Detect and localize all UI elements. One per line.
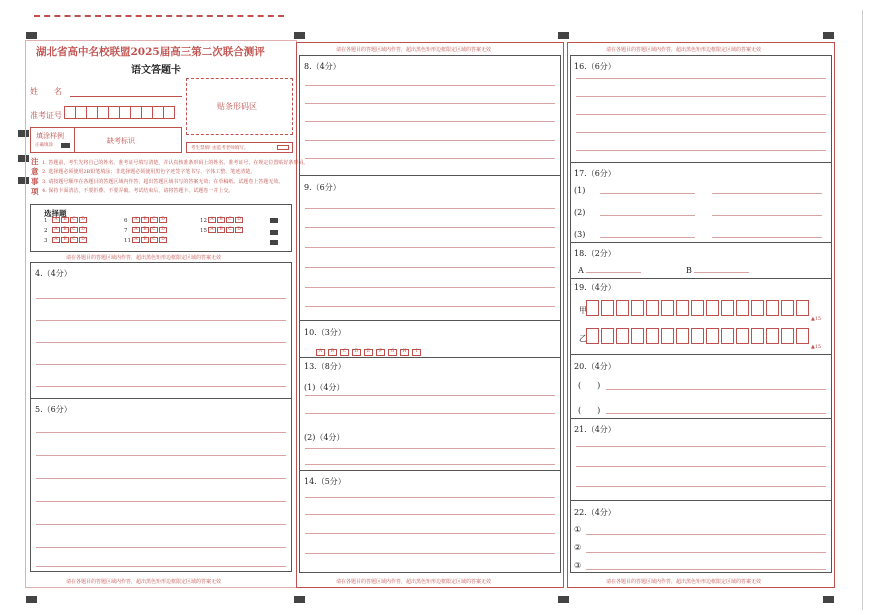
choice-option-bubble[interactable]: A [132,237,140,243]
q19-grid-yi[interactable] [586,328,811,348]
writing-line[interactable] [305,413,555,414]
writing-line[interactable] [576,114,826,115]
character-cell[interactable] [661,328,674,344]
alignment-mark [823,596,834,603]
choice-option-bubble[interactable]: C [150,217,158,223]
character-cell[interactable] [601,300,614,316]
q13-1-label: (1)（4分） [304,383,345,392]
note-1: 1. 答题前，考生先将自己的姓名、准考证号填写清楚，并认真核准条形码上的姓名、准考证号，在规定位置贴好条形码。 [42,160,309,166]
warning-text: 请在各题目的答题区域内作答，超出黑色矩形边框限定区域的答案无效 [336,47,492,53]
writing-line[interactable] [305,121,555,122]
warning-text: 请在各题目的答题区域内作答，超出黑色矩形边框限定区域的答案无效 [66,255,222,261]
barcode-label: 贴条形码区 [217,102,257,111]
choice-option-bubble[interactable]: A [52,227,60,233]
q10-option-bubble[interactable]: B [328,349,337,356]
writing-line[interactable] [712,237,822,238]
choice-option-bubble[interactable]: B [141,237,149,243]
character-cell[interactable] [616,328,629,344]
q22-label: 22.（4分） [574,508,616,517]
writing-line[interactable] [576,446,826,447]
alignment-mark [294,596,305,603]
q20-paren-2: ( ) [578,406,601,415]
choice-option-bubble[interactable]: D [159,237,167,243]
q20-paren-1: ( ) [578,381,601,390]
character-cell[interactable] [706,328,719,344]
page-title: 湖北省高中名校联盟2025届高三第二次联合测评 [36,46,265,58]
missing-label: 缺考标识 [107,137,135,145]
writing-line[interactable] [305,227,555,228]
writing-line[interactable] [305,448,555,449]
choice-option-bubble[interactable]: A [52,217,60,223]
divider [570,242,832,243]
character-cell[interactable] [721,328,734,344]
exam-no-label: 准考证号 [30,111,62,120]
q16-label: 16.（6分） [574,62,616,71]
divider [299,175,561,176]
q10-option-bubble[interactable]: E [364,349,373,356]
q18-b: B [686,266,692,275]
writing-line[interactable] [586,552,826,553]
choice-number: 12 [200,217,207,224]
character-cell[interactable] [631,328,644,344]
choice-option-bubble[interactable]: A [132,227,140,233]
choice-number: 6 [124,217,128,224]
choice-option-bubble[interactable]: C [70,227,78,233]
alignment-mark [26,596,37,603]
character-cell[interactable] [781,328,794,344]
q20-label: 20.（4分） [574,362,616,371]
scan-edge [862,10,863,610]
note-3: 3. 请按题号顺序在各题目的答题区域内作答，超出答题区域书写的答案无效；在草稿纸、试题卷上答题无效。 [42,179,284,185]
choice-option-bubble[interactable]: B [61,237,69,243]
q22-item-2: ② [574,543,582,552]
character-cell[interactable] [721,300,734,316]
alignment-mark [558,32,569,39]
choice-option-bubble[interactable]: D [235,227,243,233]
note-2: 2. 选择题必须使用2B铅笔填涂；非选择题必须使用黑色字迹签字笔书写，字体工整、笔迹清楚。 [42,169,256,175]
writing-line[interactable] [305,247,555,248]
q19-jia: 甲 [579,306,587,315]
writing-line[interactable] [712,215,822,216]
character-cell[interactable] [706,300,719,316]
writing-line[interactable] [305,306,555,307]
writing-line[interactable] [305,497,555,498]
character-cell[interactable] [646,300,659,316]
divider [299,357,561,358]
choice-option-bubble[interactable]: B [61,227,69,233]
choice-option-bubble[interactable]: C [226,227,234,233]
writing-line[interactable] [576,150,826,151]
q10-option-bubble[interactable]: I [412,349,421,356]
character-cell[interactable] [691,328,704,344]
choice-title: 选择题 [44,209,67,218]
writing-line[interactable] [305,395,555,396]
choice-option-bubble[interactable]: B [141,227,149,233]
q19-count: ▲15 [811,344,822,350]
character-cell[interactable] [616,300,629,316]
character-cell[interactable] [646,328,659,344]
character-cell[interactable] [751,300,764,316]
character-cell[interactable] [601,328,614,344]
writing-line[interactable] [576,78,826,79]
q10-option-bubble[interactable]: H [400,349,409,356]
header-strip [34,15,284,17]
q5-label: 5.（6分） [35,405,72,414]
divider [570,162,832,163]
writing-line[interactable] [305,140,555,141]
writing-line[interactable] [600,215,695,216]
writing-line[interactable] [305,533,555,534]
choice-option-bubble[interactable]: C [150,237,158,243]
choice-option-bubble[interactable]: C [226,217,234,223]
q21-label: 21.（4分） [574,425,616,434]
choice-option-bubble[interactable]: C [150,227,158,233]
character-cell[interactable] [736,328,749,344]
choice-option-bubble[interactable]: C [70,217,78,223]
writing-line[interactable] [694,272,749,273]
choice-option-bubble[interactable]: A [132,217,140,223]
q13-2-label: (2)（4分） [304,433,345,442]
character-cell[interactable] [796,300,809,316]
q19-yi: 乙 [579,334,587,343]
writing-line[interactable] [305,208,555,209]
choice-option-bubble[interactable]: B [217,227,225,233]
q13-label: 13.（8分） [304,362,346,371]
character-cell[interactable] [661,300,674,316]
writing-line[interactable] [305,287,555,288]
q17-item-1: (1) [574,186,586,195]
writing-line[interactable] [586,272,641,273]
alignment-mark [558,596,569,603]
choice-option-bubble[interactable]: A [208,227,216,233]
missing-note: 考生禁填! 由监考老师填写。 [191,146,249,151]
character-cell[interactable] [736,300,749,316]
divider [570,418,832,419]
character-cell[interactable] [751,328,764,344]
choice-number: 3 [44,237,48,244]
page-subtitle: 语文答题卡 [131,65,181,76]
choice-number: 11 [124,237,131,244]
writing-line[interactable] [305,514,555,515]
notes-title: 注 意 事 项 [31,157,39,196]
warning-text: 请在各题目的答题区域内作答，超出黑色矩形边框限定区域的答案无效 [66,579,222,585]
choice-number: 1 [44,217,48,224]
writing-line[interactable] [305,103,555,104]
column-frame-1 [25,40,297,588]
character-cell[interactable] [796,328,809,344]
q9-label: 9.（6分） [304,183,341,192]
q19-grid-jia[interactable] [586,300,811,320]
writing-line[interactable] [576,486,826,487]
character-cell[interactable] [631,300,644,316]
character-cell[interactable] [676,328,689,344]
choice-option-bubble[interactable]: B [61,217,69,223]
warning-text: 请在各题目的答题区域内作答，超出黑色矩形边框限定区域的答案无效 [336,579,492,585]
q22-item-3: ③ [574,561,582,570]
character-cell[interactable] [781,300,794,316]
q10-option-bubble[interactable]: D [352,349,361,356]
q4-label: 4.（4分） [35,269,72,278]
writing-line[interactable] [712,193,822,194]
writing-line[interactable] [305,553,555,554]
choice-number: 15 [200,227,207,234]
sample-label: 填涂样例 [36,132,64,140]
answer-area-col2 [299,55,561,573]
choice-option-bubble[interactable]: A [52,237,60,243]
writing-line[interactable] [606,413,826,414]
q17-item-3: (3) [574,230,586,239]
q19-label: 19.（4分） [574,283,616,292]
character-cell[interactable] [766,328,779,344]
q10-options [316,342,424,361]
warning-text: 请在各题目的答题区域内作答，超出黑色矩形边框限定区域的答案无效 [606,579,762,585]
character-cell[interactable] [676,300,689,316]
writing-line[interactable] [600,237,695,238]
divider [570,500,832,501]
writing-line[interactable] [305,85,555,86]
divider [570,278,832,279]
writing-line[interactable] [576,132,826,133]
q10-option-bubble[interactable]: C [340,349,349,356]
choice-option-bubble[interactable]: D [79,227,87,233]
divider [570,354,832,355]
q10-label: 10.（3分） [304,328,346,337]
writing-line[interactable] [586,569,826,570]
sample-sub: 正确填涂 [35,143,53,148]
q19-count: ▲15 [811,316,822,322]
divider [299,470,561,471]
character-cell[interactable] [586,300,599,316]
writing-line[interactable] [606,389,826,390]
q8-label: 8.（4分） [304,62,341,71]
divider [299,320,561,321]
q18-a: A [578,266,584,275]
q14-label: 14.（5分） [304,477,346,486]
warning-text: 请在各题目的答题区域内作答，超出黑色矩形边框限定区域的答案无效 [606,47,762,53]
choice-option-bubble[interactable]: D [159,217,167,223]
writing-line[interactable] [305,158,555,159]
q10-option-bubble[interactable]: A [316,349,325,356]
q10-option-bubble[interactable]: F [376,349,385,356]
writing-line[interactable] [586,534,826,535]
choice-number: 2 [44,227,48,234]
character-cell[interactable] [691,300,704,316]
note-4: 4. 保持卡面清洁，不要折叠、不要弄破、考试结束后，请将答题卡、试题卷一并上交。 [42,188,234,194]
alignment-mark [26,32,37,39]
name-label: 姓 名 [30,87,62,96]
q10-option-bubble[interactable]: G [388,349,397,356]
choice-option-bubble[interactable]: A [208,217,216,223]
choice-option-bubble[interactable]: C [70,237,78,243]
choice-option-bubble[interactable]: D [79,217,87,223]
writing-line[interactable] [305,464,555,465]
writing-line[interactable] [305,267,555,268]
character-cell[interactable] [766,300,779,316]
alignment-mark [823,32,834,39]
q22-item-1: ① [574,525,582,534]
writing-line[interactable] [576,466,826,467]
q17-label: 17.（6分） [574,169,616,178]
writing-line[interactable] [600,193,695,194]
choice-number: 7 [124,227,128,234]
alignment-mark [294,32,305,39]
writing-line[interactable] [576,96,826,97]
choice-option-bubble[interactable]: D [235,217,243,223]
choice-option-bubble[interactable]: B [217,217,225,223]
q18-label: 18.（2分） [574,249,616,258]
choice-option-bubble[interactable]: B [141,217,149,223]
choice-option-bubble[interactable]: D [159,227,167,233]
character-cell[interactable] [586,328,599,344]
q17-item-2: (2) [574,208,586,217]
choice-option-bubble[interactable]: D [79,237,87,243]
